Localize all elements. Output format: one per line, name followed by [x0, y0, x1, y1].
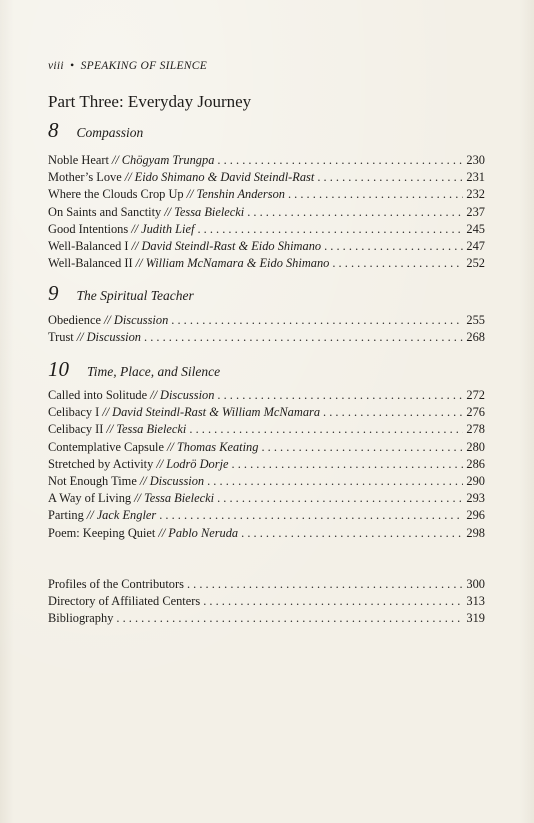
entry-author: Discussion: [160, 388, 215, 402]
entry-author: David Steindl-Rast & Eido Shimano: [141, 238, 322, 253]
entry-separator: //: [103, 313, 111, 327]
entry-author: Discussion: [86, 330, 141, 345]
entry-page: 296: [466, 508, 485, 523]
dot-leader: [241, 525, 463, 542]
entry-separator: //: [186, 187, 194, 202]
entry-author: Tessa Bielecki: [143, 491, 215, 506]
entry-author: Tessa Bielecki: [116, 422, 187, 437]
book-title: SPEAKING OF SILENCE: [80, 60, 208, 72]
dot-leader: [324, 238, 463, 255]
entry-page: 272: [466, 388, 485, 402]
dot-leader: [217, 490, 463, 507]
dot-leader: [247, 204, 463, 221]
chapter-heading: [48, 357, 220, 382]
dot-leader: [261, 439, 463, 456]
entry-page: 286: [466, 456, 485, 471]
dot-leader: [332, 255, 463, 272]
entry-author: Thomas Keating: [176, 439, 259, 454]
entry-author: Tenshin Anderson: [196, 187, 285, 202]
toc-list: [48, 387, 485, 542]
entry-author: David Steindl-Rast & William McNamara: [112, 405, 321, 420]
chapter-title: Time, Place, and Silence: [87, 364, 221, 379]
entry-title: A Way of Living: [48, 491, 132, 506]
toc-list: [48, 152, 485, 272]
entry-separator: //: [164, 204, 172, 219]
entry-page: 237: [466, 204, 485, 219]
entry-separator: //: [156, 456, 164, 471]
entry-page: 280: [466, 439, 485, 454]
entry-title: Celibacy II: [48, 422, 104, 437]
entry-page: 278: [466, 422, 485, 437]
back-matter-list: [48, 576, 485, 628]
toc-list: [48, 312, 485, 346]
entry-title: Celibacy I: [48, 405, 100, 420]
entry-title: Bibliography: [48, 611, 114, 626]
dot-leader: [189, 421, 463, 438]
entry-title: On Saints and Sanctity: [48, 204, 162, 219]
toc-entry[interactable]: [48, 238, 485, 255]
entry-page: 276: [466, 405, 485, 420]
entry-page: 232: [466, 187, 485, 202]
entry-page: 268: [466, 330, 485, 345]
toc-entry[interactable]: [48, 329, 485, 346]
entry-author: Eido Shimano & David Steindl-Rast: [134, 170, 315, 185]
entry-page: 300: [466, 577, 485, 591]
toc-entry[interactable]: [48, 490, 485, 507]
dot-leader: [144, 329, 463, 346]
entry-page: 319: [466, 611, 485, 626]
entry-author: Jack Engler: [96, 508, 157, 523]
entry-page: 290: [466, 473, 485, 488]
dot-leader: [217, 387, 463, 404]
entry-page: 247: [466, 238, 485, 253]
entry-separator: //: [134, 491, 141, 506]
toc-entry[interactable]: [48, 204, 485, 221]
toc-entry[interactable]: [48, 610, 485, 627]
dot-leader: [187, 576, 463, 593]
entry-author: Chögyam Trungpa: [121, 153, 215, 167]
toc-entry[interactable]: [48, 421, 485, 438]
toc-entry[interactable]: [48, 593, 485, 610]
dot-leader: [232, 456, 464, 473]
entry-page: 252: [466, 256, 485, 271]
entry-separator: //: [131, 238, 139, 253]
entry-author: Judith Lief: [141, 221, 195, 236]
chapter-title: The Spiritual Teacher: [76, 288, 194, 303]
entry-author: Discussion: [149, 473, 205, 488]
entry-title: Good Intentions: [48, 221, 129, 236]
chapter-heading: [48, 281, 194, 306]
running-head: [48, 60, 207, 72]
chapter-heading: [48, 118, 143, 143]
entry-page: 245: [466, 221, 485, 236]
entry-author: Lodrö Dorje: [166, 456, 229, 471]
entry-author: Discussion: [113, 313, 169, 327]
entry-separator: //: [124, 170, 132, 185]
entry-author: William McNamara & Eido Shimano: [145, 256, 330, 271]
entry-title: Parting: [48, 508, 84, 523]
entry-separator: //: [135, 256, 143, 271]
entry-title: Contemplative Capsule: [48, 439, 164, 454]
entry-separator: //: [106, 422, 114, 437]
toc-entry[interactable]: [48, 507, 485, 524]
entry-separator: //: [166, 439, 174, 454]
part-title: Part Three: Everyday Journey: [48, 92, 252, 111]
dot-leader: [159, 507, 463, 524]
entry-title: Mother’s Love: [48, 170, 122, 185]
entry-title: Called into Solitude: [48, 388, 148, 402]
toc-entry[interactable]: [48, 169, 485, 186]
entry-page: 255: [466, 313, 485, 327]
toc-entry[interactable]: [48, 525, 485, 542]
entry-page: 231: [466, 170, 485, 185]
chapter-title: Compassion: [76, 125, 144, 140]
toc-entry[interactable]: [48, 221, 485, 238]
entry-page: 293: [466, 491, 485, 506]
toc-entry[interactable]: [48, 576, 485, 593]
chapter-number: 8: [48, 118, 59, 142]
dot-leader: [288, 186, 463, 203]
toc-entry[interactable]: [48, 312, 485, 329]
entry-title: Directory of Affiliated Centers: [48, 594, 201, 609]
entry-separator: //: [102, 405, 110, 420]
dot-leader: [317, 169, 463, 186]
entry-title: Profiles of the Contributors: [48, 577, 184, 591]
entry-author: Pablo Neruda: [168, 525, 239, 540]
dot-leader: [197, 221, 463, 238]
dot-leader: [171, 312, 463, 329]
entry-page: 313: [466, 594, 485, 609]
toc-entry[interactable]: [48, 255, 485, 272]
toc-entry[interactable]: [48, 456, 485, 473]
dot-leader: [217, 152, 463, 169]
entry-title: Stretched by Activity: [48, 456, 154, 471]
entry-page: 230: [466, 153, 485, 167]
entry-title: Well-Balanced I: [48, 238, 129, 253]
toc-entry[interactable]: [48, 473, 485, 490]
dot-leader: [323, 404, 463, 421]
entry-separator: //: [158, 525, 166, 540]
toc-entry[interactable]: [48, 186, 485, 203]
entry-separator: //: [131, 221, 139, 236]
entry-page: 298: [466, 525, 485, 540]
chapter-number: 9: [48, 281, 59, 305]
toc-entry[interactable]: [48, 439, 485, 456]
folio: viii: [48, 60, 64, 72]
entry-separator: //: [139, 473, 147, 488]
entry-title: Well-Balanced II: [48, 256, 133, 271]
toc-entry[interactable]: [48, 387, 485, 404]
dot-leader: [116, 610, 463, 627]
chapter-number: 10: [48, 357, 69, 381]
toc-entry[interactable]: [48, 404, 485, 421]
entry-title: Noble Heart: [48, 153, 109, 167]
entry-title: Poem: Keeping Quiet: [48, 525, 156, 540]
toc-entry[interactable]: [48, 152, 485, 169]
entry-separator: //: [86, 508, 94, 523]
entry-separator: //: [150, 388, 158, 402]
entry-separator: //: [76, 330, 84, 345]
dot-leader: [207, 473, 463, 490]
entry-title: Trust: [48, 330, 74, 345]
entry-separator: //: [111, 153, 119, 167]
entry-author: Tessa Bielecki: [174, 204, 245, 219]
entry-title: Obedience: [48, 313, 101, 327]
bullet: •: [70, 60, 75, 72]
entry-title: Where the Clouds Crop Up: [48, 187, 184, 202]
entry-title: Not Enough Time: [48, 473, 137, 488]
dot-leader: [203, 593, 463, 610]
